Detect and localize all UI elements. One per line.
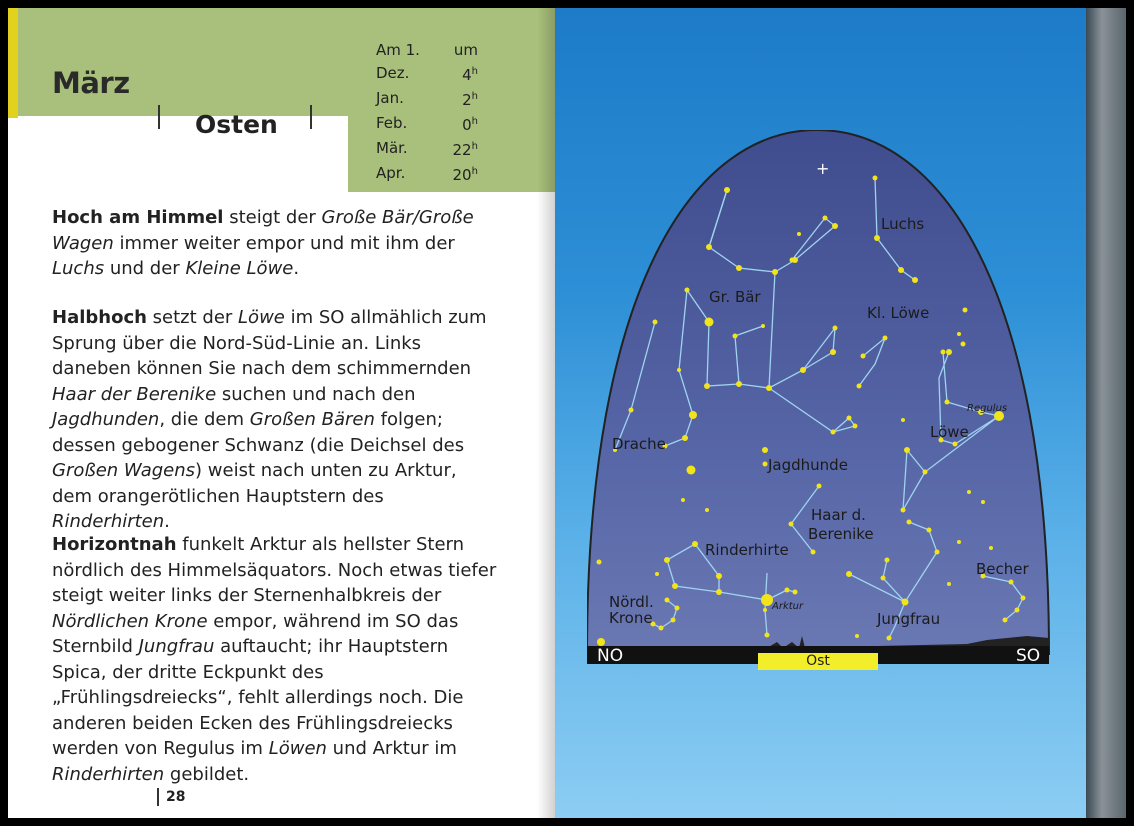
star [682, 435, 688, 441]
star [766, 385, 772, 391]
star [847, 416, 852, 421]
label-regulus: Regulus [967, 403, 1008, 414]
time-row [376, 86, 478, 111]
text-run: suchen und nach den [216, 383, 416, 405]
star [873, 176, 878, 181]
star [597, 560, 602, 565]
label-gr-baer: Gr. Bär [709, 288, 761, 306]
time-hour: 22$^h$ [452, 141, 478, 159]
compass-so: SO [1016, 646, 1041, 666]
star [664, 557, 670, 563]
star [832, 223, 838, 229]
star [706, 244, 712, 250]
text-run: . [164, 511, 170, 532]
text-run: Nördlichen Krone [52, 610, 208, 632]
zenith-marker: + [816, 159, 830, 178]
star [800, 367, 806, 373]
time-row [376, 111, 478, 136]
star [946, 349, 952, 355]
time-table [376, 40, 478, 186]
star [1003, 618, 1008, 623]
star [692, 541, 698, 547]
time-month: Feb. [376, 114, 408, 132]
text-run: folgen; dessen gebogener Schwanz (die Deichsel des [52, 409, 465, 456]
text-run: steigt der [223, 207, 322, 228]
star [689, 411, 697, 419]
star [716, 573, 722, 579]
label-jungfrau: Jungfrau [877, 610, 941, 628]
text-run: Löwen [268, 738, 327, 759]
time-hour: 0$^h$ [462, 116, 478, 134]
star [687, 466, 696, 475]
text-run: Rinderhirten [52, 763, 165, 785]
text-run: . [293, 258, 300, 279]
text-run: Jungfrau [138, 636, 215, 657]
star [927, 528, 932, 533]
text-run: und Arktur im [326, 738, 457, 759]
star [716, 589, 722, 595]
star [831, 430, 836, 435]
star [981, 500, 985, 504]
text-run: Löwe [238, 307, 285, 328]
star [671, 618, 676, 623]
text-run: Großen Bären [249, 409, 375, 430]
star [1015, 608, 1020, 613]
direction-title: Osten [195, 110, 278, 139]
star [685, 288, 690, 293]
label-noerdl-1: Nördl. [609, 593, 654, 611]
star [947, 582, 951, 586]
time-hour: 20$^h$ [452, 166, 478, 184]
star [963, 308, 968, 313]
star [681, 498, 685, 502]
label-kl-loewe: Kl. Löwe [867, 304, 930, 322]
star [967, 490, 971, 494]
label-jagdhunde: Jagdhunde [768, 456, 848, 474]
time-hour: 2$^h$ [462, 91, 478, 109]
star [861, 354, 866, 359]
star [989, 546, 993, 550]
star [785, 588, 790, 593]
star [733, 334, 738, 339]
star [672, 583, 678, 589]
star [846, 571, 852, 577]
label-drache: Drache [612, 435, 666, 453]
star [961, 342, 966, 347]
star [853, 424, 858, 429]
star [945, 400, 950, 405]
label-rinderhirte: Rinderhirte [705, 541, 789, 559]
text-run: Große Bär/Große Wagen [52, 207, 474, 254]
star [883, 336, 888, 341]
star [763, 608, 767, 612]
star [953, 442, 958, 447]
label-haar-1: Haar d. [811, 506, 866, 524]
gutter-shadow [537, 8, 555, 818]
label-loewe: Löwe [930, 423, 969, 441]
star [902, 599, 909, 606]
star [761, 324, 765, 328]
star [789, 522, 794, 527]
star [881, 576, 886, 581]
paragraph-half-high [52, 305, 502, 535]
page-edge-marker [8, 8, 18, 118]
star [907, 520, 912, 525]
star [941, 350, 946, 355]
star [817, 484, 822, 489]
star [765, 633, 770, 638]
label-luchs: Luchs [881, 215, 925, 233]
star [724, 187, 730, 193]
time-header-hour: um [453, 41, 478, 59]
star [885, 558, 890, 563]
star [790, 258, 795, 263]
text-run: empor, während im SO das Sternbild [52, 610, 459, 657]
star [597, 638, 605, 646]
paragraph-high-sky [52, 205, 502, 282]
star-map [587, 130, 1053, 670]
label-arktur: Arktur [772, 601, 804, 612]
text-run: und der [104, 258, 186, 279]
star [874, 235, 880, 241]
star [797, 232, 801, 236]
time-table-header [376, 40, 478, 61]
text-run: Hoch am Himmel [52, 207, 224, 228]
star [901, 508, 906, 513]
text-run: funkelt Arktur als hellster Stern nördlich des Himmelsäquators. Noch etwas tiefer steigt weiter links der Sternenhalbkreis der [52, 534, 497, 606]
star [675, 606, 680, 611]
direction-ost-bar: Ost [758, 653, 878, 670]
label-noerdl-2: Krone [609, 609, 653, 627]
star [705, 318, 714, 327]
text-run: Luchs [52, 258, 105, 279]
star [823, 216, 828, 221]
time-month: Dez. [376, 64, 410, 82]
text-run: Rinderhirten [52, 511, 165, 532]
time-month: Apr. [376, 164, 406, 182]
label-haar-2: Berenike [808, 525, 874, 543]
page-number-rule [157, 788, 159, 806]
star [772, 269, 778, 275]
star [736, 265, 742, 271]
time-header-date: Am 1. [376, 41, 420, 59]
star [923, 470, 928, 475]
star [935, 550, 940, 555]
star [653, 320, 658, 325]
star [763, 462, 768, 467]
star [736, 381, 742, 387]
compass-no: NO [597, 646, 624, 666]
text-run: gebildet. [164, 763, 250, 785]
text-run: Großen Wagens [52, 460, 196, 481]
star [704, 383, 710, 389]
star [887, 636, 892, 641]
time-row [376, 61, 478, 86]
text-run: Horizontnah [52, 534, 177, 555]
star [912, 277, 918, 283]
star [629, 408, 634, 413]
star [705, 508, 709, 512]
time-row [376, 161, 478, 186]
month-title: März [52, 66, 130, 100]
star [957, 332, 961, 336]
star [793, 590, 798, 595]
star [665, 598, 670, 603]
text-run: Jagdhunden [52, 409, 160, 430]
star [857, 384, 862, 389]
text-run: auftaucht; ihr Hauptstern Spica, der dritte Eckpunkt des „Frühlingsdreiecks“, fehlt allerdings noch. Die anderen beiden Ecken des Frühlingsdreiecks werden von Regulus im [52, 636, 464, 759]
time-month: Jan. [376, 89, 404, 107]
text-run: Halbhoch [52, 307, 147, 328]
star [1009, 580, 1014, 585]
time-hour: 4$^h$ [462, 66, 478, 84]
star [677, 368, 681, 372]
star [898, 267, 904, 273]
label-becher: Becher [976, 560, 1029, 578]
time-row [376, 136, 478, 161]
text-run: immer weiter empor und mit ihm der [113, 232, 455, 254]
page-number: 28 [166, 789, 186, 805]
book-edge [1086, 8, 1126, 818]
text-run: Haar der Berenike [52, 383, 217, 405]
time-month: Mär. [376, 139, 408, 157]
star [655, 572, 659, 576]
star [762, 447, 768, 453]
star [1021, 596, 1026, 601]
text-run: ) weist nach unten zu Arktur, dem orangerötlichen Hauptstern des [52, 460, 457, 507]
star [904, 447, 910, 453]
star [811, 550, 816, 555]
paragraph-near-horizon [52, 532, 502, 787]
text-run: , die dem [159, 409, 250, 430]
star [901, 418, 905, 422]
star [659, 626, 664, 631]
text-run: Kleine Löwe [185, 258, 294, 279]
star [833, 326, 838, 331]
star [957, 540, 961, 544]
text-run: im SO allmählich zum Sprung über die Nord-Süd-Linie an. Links daneben können Sie nach dem schimmernden [52, 307, 487, 379]
text-run: setzt der [146, 307, 239, 328]
star [830, 349, 836, 355]
star [855, 634, 859, 638]
